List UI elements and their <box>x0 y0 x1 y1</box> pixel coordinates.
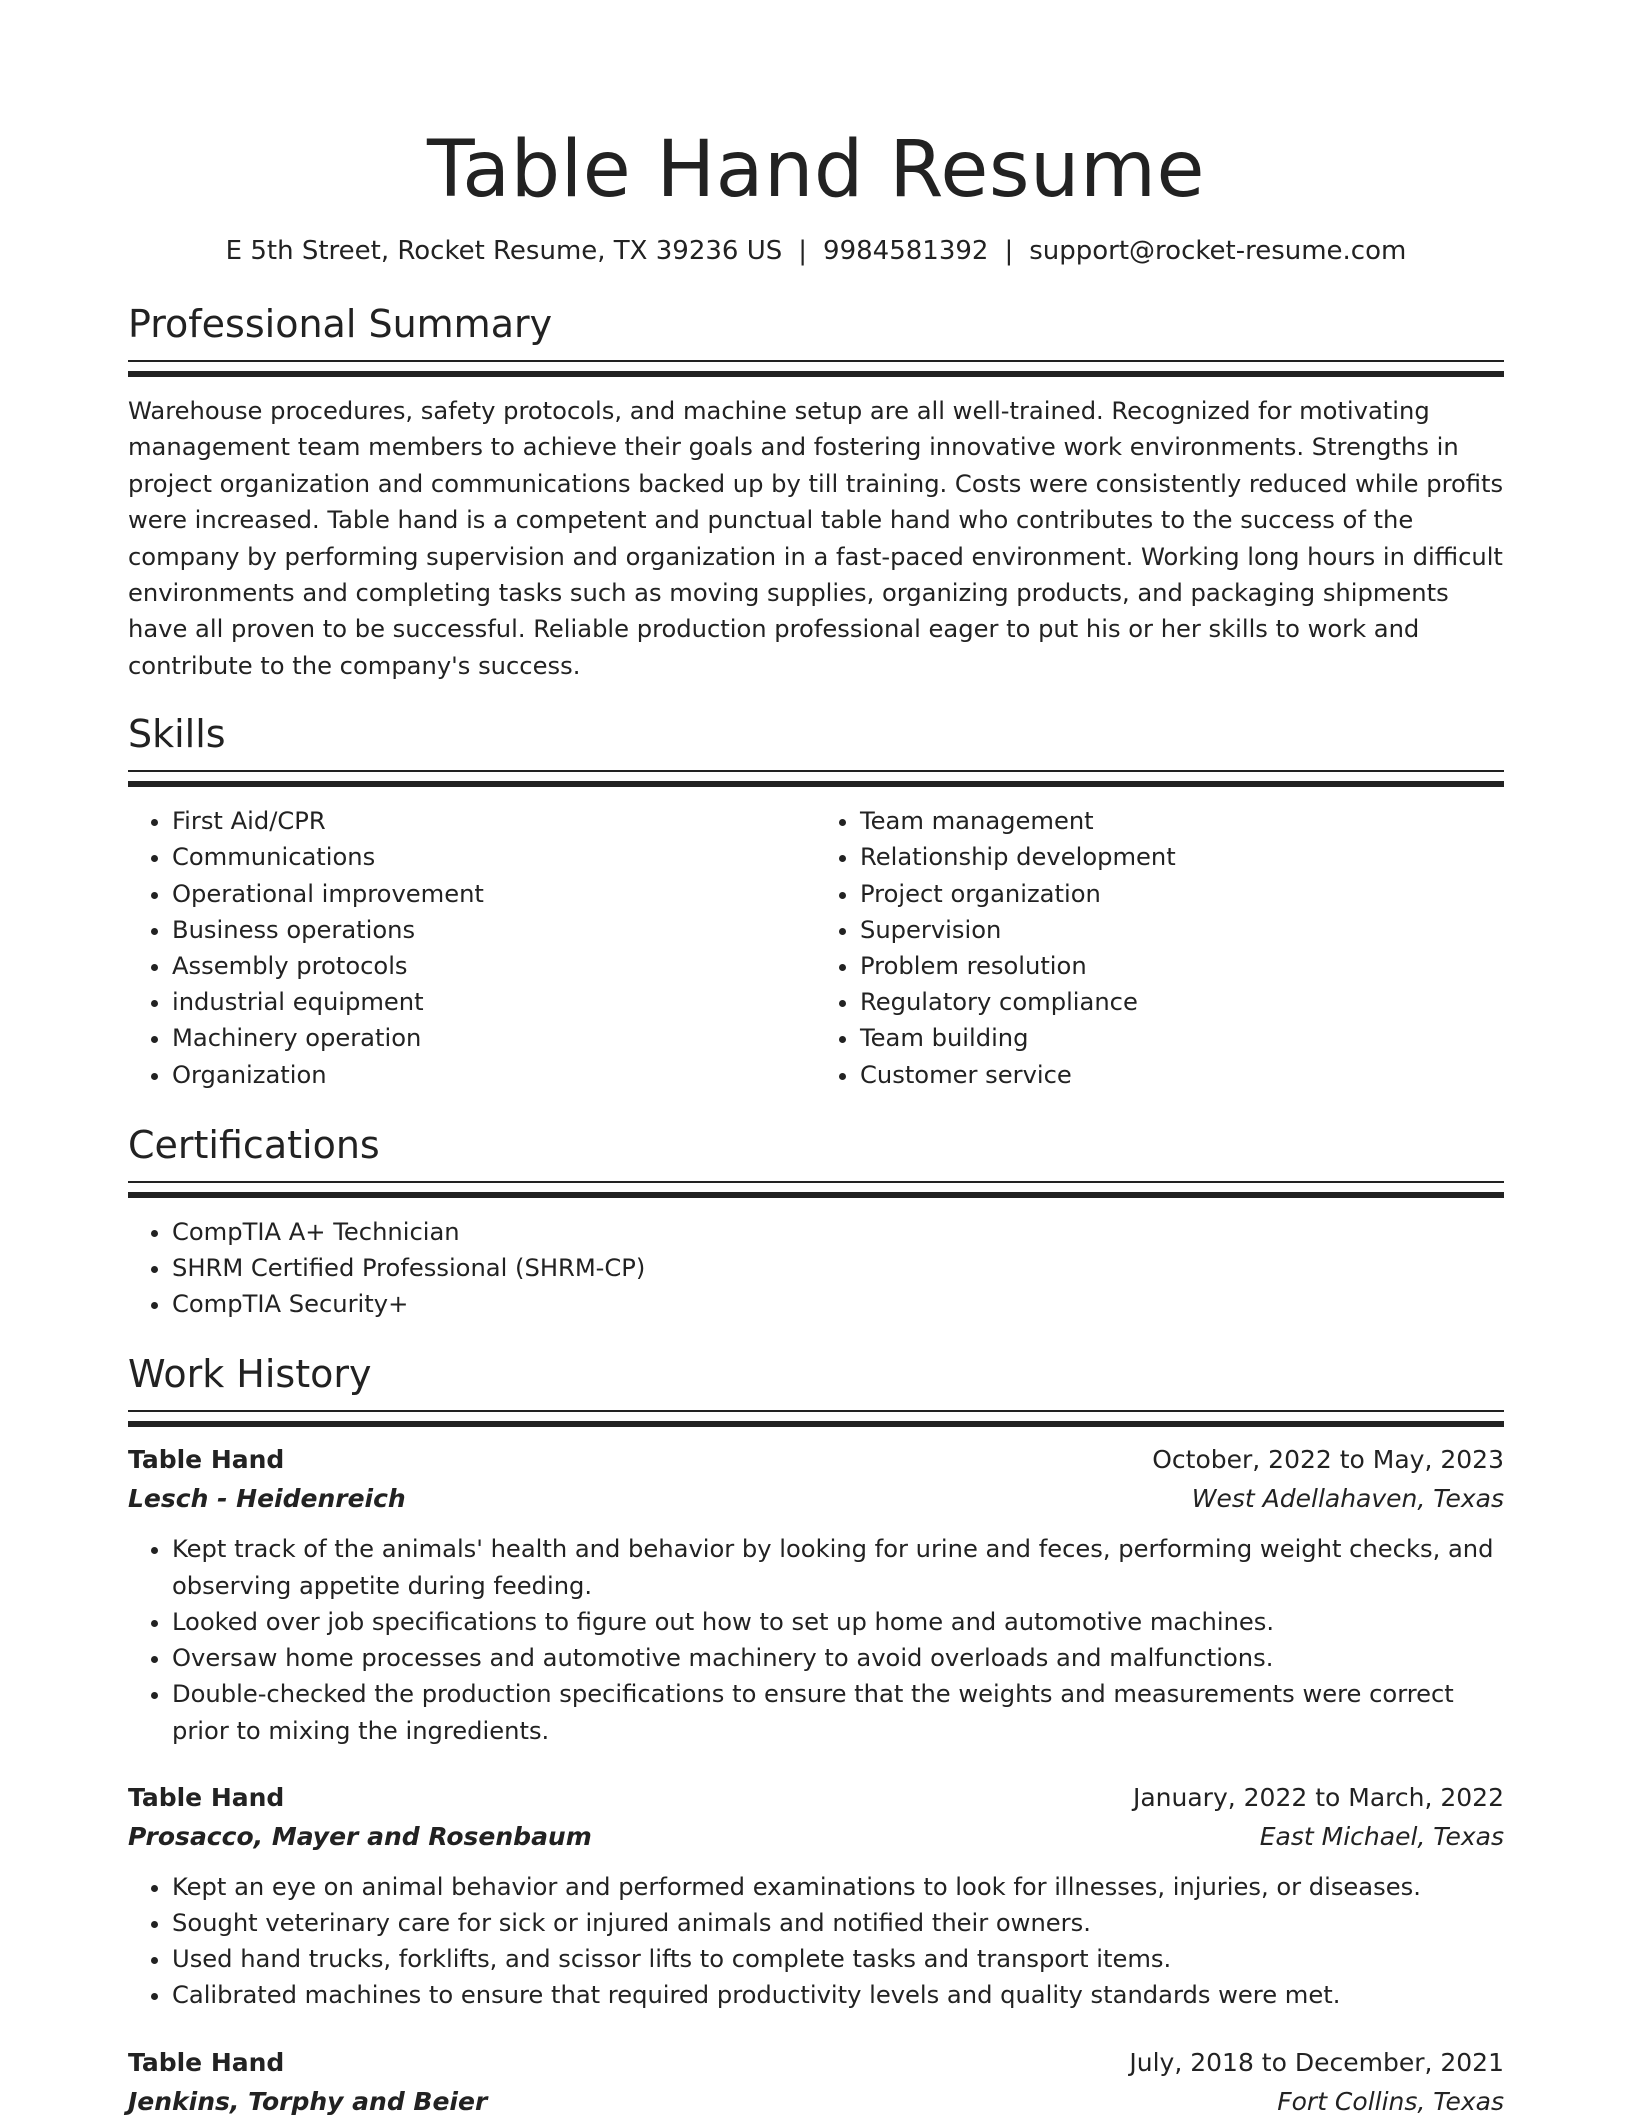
skill-item: • Communications <box>172 839 816 875</box>
resume-title: Table Hand Resume <box>427 125 1205 215</box>
skills-heading: Skills <box>128 712 226 757</box>
job-header <box>128 1779 1504 1817</box>
job-bullet: • Sought veterinary care for sick or injured animals and notified their owners. <box>172 1905 1504 1941</box>
certifications-section <box>128 1121 1504 1323</box>
skill-item: • First Aid/CPR <box>172 803 816 839</box>
job-subheader <box>128 2082 1504 2122</box>
job-location: East Michael, Texas <box>1259 1821 1504 1851</box>
skill-item: • Business operations <box>172 912 816 948</box>
job-bullets <box>128 1869 1504 2014</box>
skill-item: • Regulatory compliance <box>860 984 1504 1020</box>
contact-line <box>128 234 1504 268</box>
job-header <box>128 2044 1504 2082</box>
job-dates: October, 2022 to May, 2023 <box>1152 1445 1504 1475</box>
summary-section <box>128 300 1504 684</box>
job-title: Table Hand <box>128 1782 285 1812</box>
job-bullet: • Calibrated machines to ensure that required productivity levels and quality standards were met. <box>172 1977 1504 2013</box>
skill-item: • Team building <box>860 1020 1504 1056</box>
job-entry <box>128 1441 1504 1748</box>
skills-list-left <box>128 803 816 1093</box>
skill-item: • Team management <box>860 803 1504 839</box>
skill-item: • Relationship development <box>860 839 1504 875</box>
contact-separator: | <box>798 236 808 266</box>
skills-list-right <box>816 803 1504 1093</box>
resume-page <box>128 0 1504 2122</box>
summary-heading: Professional Summary <box>128 302 553 346</box>
work-history-section <box>128 1350 1504 2121</box>
job-company: Lesch - Heidenreich <box>128 1484 406 1514</box>
job-subheader <box>128 1817 1504 1857</box>
skill-item: • Assembly protocols <box>172 948 816 984</box>
skill-item: • Organization <box>172 1057 816 1093</box>
job-bullet: • Used hand trucks, forklifts, and scissor lifts to complete tasks and transport items. <box>172 1941 1504 1977</box>
certification-item: • CompTIA A+ Technician <box>172 1214 1504 1250</box>
summary-text: Warehouse procedures, safety protocols, and machine setup are all well-trained. Recognized for motivating management team members to achieve their goals and fostering innovative work environments. Strengths in project organization and communications backed up by till training. Costs were consistently reduced while profits were increased. Table hand is a competent and punctual table hand who contributes to the success of the company by performing supervision and organization in a fast-paced environment. Working long hours in difficult environments and completing tasks such as moving supplies, organizing products, and packaging shipments have all proven to be successful. Reliable production professional eager to put his or her skills to work and contribute to the company's success. <box>128 397 1504 680</box>
job-bullet: • Looked over job specifications to figure out how to set up home and automotive machines. <box>172 1604 1504 1640</box>
job-title: Table Hand <box>128 2047 285 2077</box>
job-entry <box>128 2044 1504 2122</box>
certifications-list <box>128 1214 1504 1323</box>
job-location: Fort Collins, Texas <box>1277 2086 1504 2116</box>
job-company: Jenkins, Torphy and Beier <box>128 2086 488 2116</box>
job-bullet: • Kept an eye on animal behavior and performed examinations to look for illnesses, injuries, or diseases. <box>172 1869 1504 1905</box>
job-dates: January, 2022 to March, 2022 <box>1132 1782 1504 1812</box>
skill-item: • Supervision <box>860 912 1504 948</box>
certification-item: • CompTIA Security+ <box>172 1286 1504 1322</box>
certifications-heading: Certifications <box>128 1122 380 1167</box>
skill-item: • Project organization <box>860 876 1504 912</box>
skill-item: • industrial equipment <box>172 984 816 1020</box>
job-bullet: • Oversaw home processes and automotive machinery to avoid overloads and malfunctions. <box>172 1640 1504 1676</box>
job-dates: July, 2018 to December, 2021 <box>1129 2047 1504 2077</box>
contact-separator: | <box>1004 236 1014 266</box>
job-subheader <box>128 1479 1504 1519</box>
skill-item: • Machinery operation <box>172 1020 816 1056</box>
certification-item: • SHRM Certified Professional (SHRM-CP) <box>172 1250 1504 1286</box>
contact-address: E 5th Street, Rocket Resume, TX 39236 US <box>225 236 783 266</box>
section-divider <box>128 1181 1504 1198</box>
section-divider <box>128 360 1504 377</box>
job-company: Prosacco, Mayer and Rosenbaum <box>128 1821 592 1851</box>
job-title: Table Hand <box>128 1445 285 1475</box>
work-history-heading: Work History <box>128 1352 372 1397</box>
contact-email: support@rocket-resume.com <box>1029 236 1407 266</box>
job-header <box>128 1441 1504 1479</box>
job-location: West Adellahaven, Texas <box>1191 1484 1504 1514</box>
skills-columns <box>128 803 1504 1093</box>
skill-item: • Problem resolution <box>860 948 1504 984</box>
job-bullet: • Kept track of the animals' health and behavior by looking for urine and feces, performing weight checks, and observing appetite during feeding. <box>172 1531 1504 1603</box>
skill-item: • Operational improvement <box>172 876 816 912</box>
contact-phone: 9984581392 <box>823 236 989 266</box>
job-bullet: • Double-checked the production specifications to ensure that the weights and measurements were correct prior to mixing the ingredients. <box>172 1676 1504 1748</box>
job-entry <box>128 1779 1504 2014</box>
skill-item: • Customer service <box>860 1057 1504 1093</box>
section-divider <box>128 770 1504 787</box>
job-bullets <box>128 1531 1504 1748</box>
skills-section <box>128 710 1504 1093</box>
section-divider <box>128 1410 1504 1427</box>
